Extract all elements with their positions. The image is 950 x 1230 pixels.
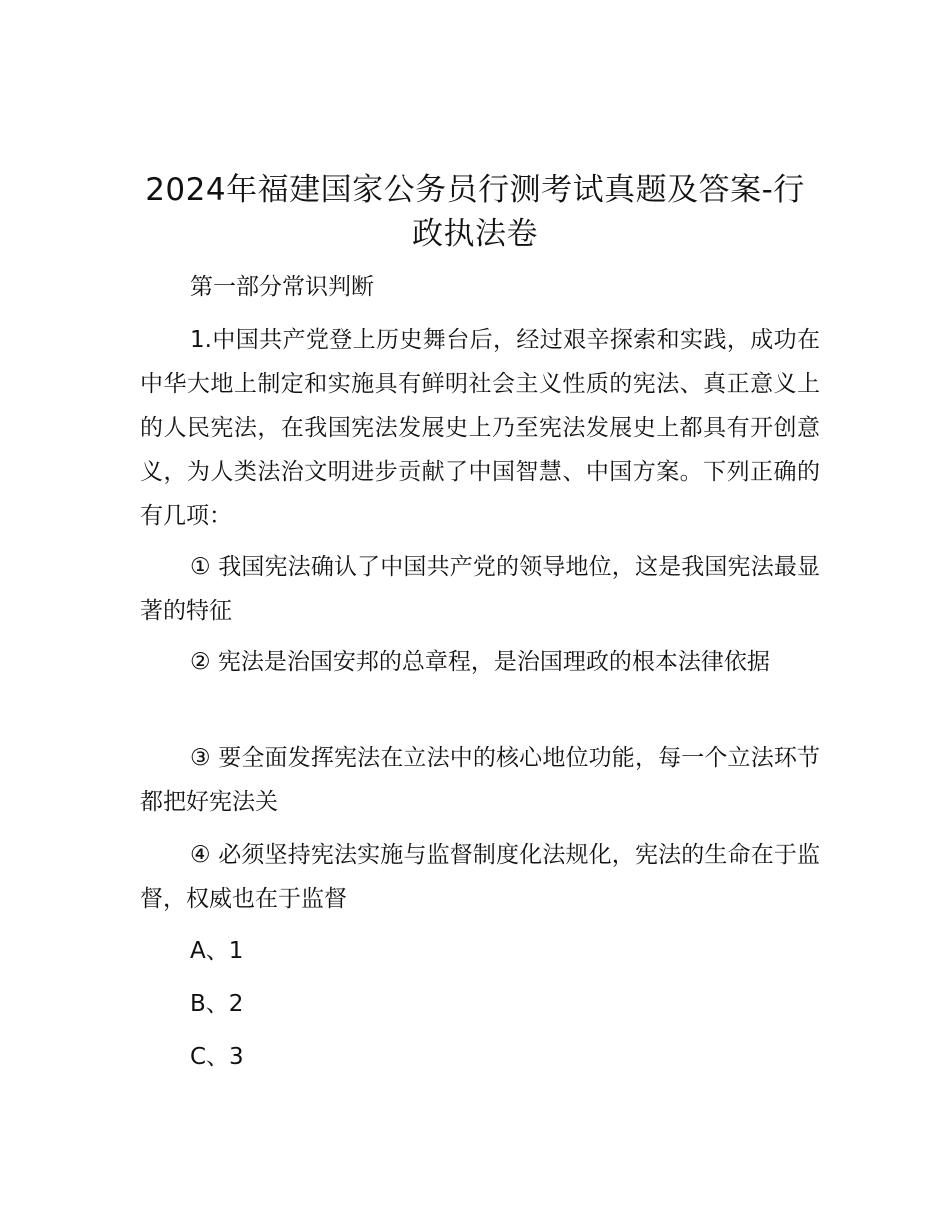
option-b: B、2 xyxy=(190,991,244,1017)
statement-1: ① 我国宪法确认了中国共产党的领导地位，这是我国宪法最显著的特征 xyxy=(140,554,820,624)
question-stem: 1.中国共产党登上历史舞台后，经过艰辛探索和实践，成功在中华大地上制定和实施具有鲜明社会主义性质的宪法、真正意义上的人民宪法，在我国宪法发展史上乃至宪法发展史上都具有开创意义，为人类法治文明进步贡献了中国智慧、中国方案。下列正确的有几项： xyxy=(140,327,820,529)
option-c: C、3 xyxy=(190,1044,244,1070)
statement-4: ④ 必须坚持宪法实施与监督制度化法规化，宪法的生命在于监督，权威也在于监督 xyxy=(140,842,820,912)
document-title: 2024年福建国家公务员行测考试真题及答案-行政执法卷 xyxy=(145,172,805,252)
option-a: A、1 xyxy=(190,938,244,964)
statement-3: ③ 要全面发挥宪法在立法中的核心地位功能，每一个立法环节都把好宪法关 xyxy=(140,745,820,815)
section-heading: 第一部分常识判断 xyxy=(190,274,374,300)
statement-2: ② 宪法是治国安邦的总章程，是治国理政的根本法律依据 xyxy=(190,649,770,675)
